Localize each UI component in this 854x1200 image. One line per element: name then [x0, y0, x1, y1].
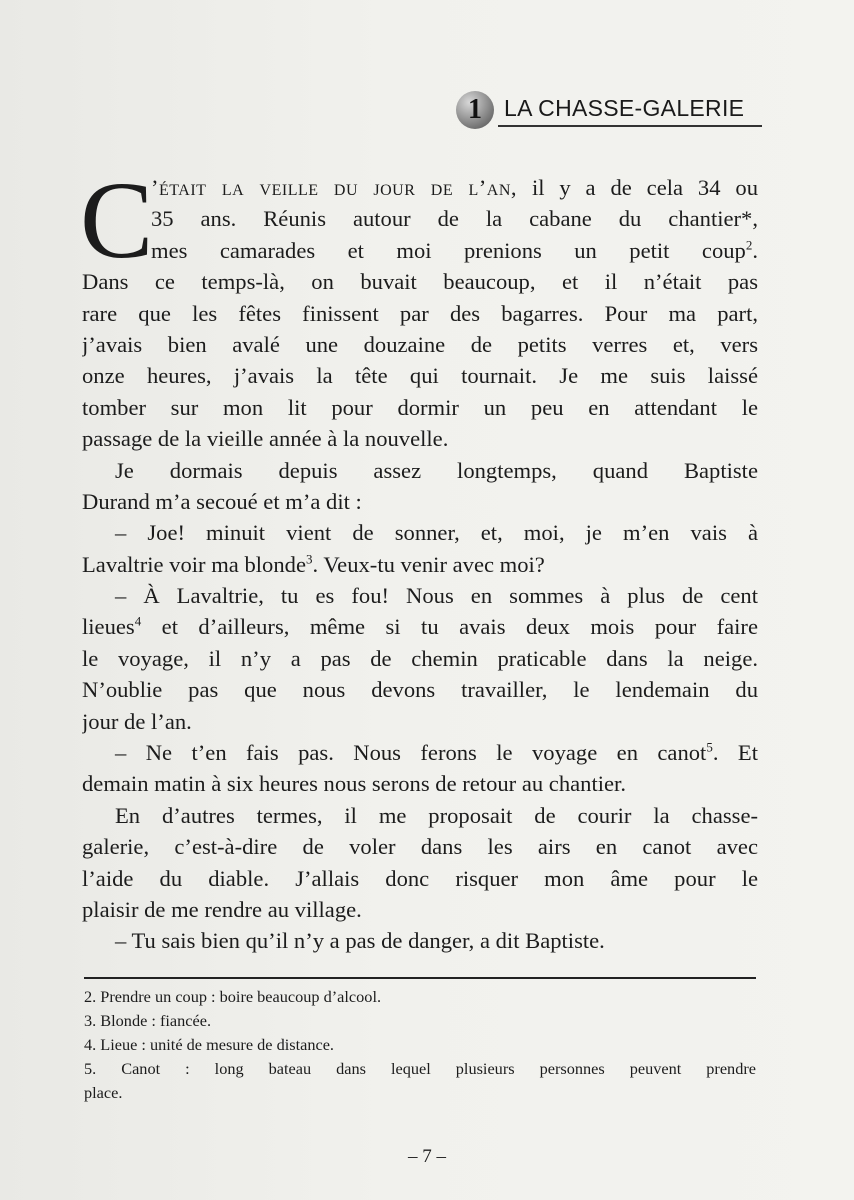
chapter-header [456, 88, 762, 132]
text-line [82, 549, 758, 580]
opening-small-caps: ’était la veille du jour de l’an, [151, 175, 518, 200]
footnote-continuation: place. [84, 1083, 123, 1102]
text-line: tomber sur mon lit pour dormir un peu en attendant le [82, 394, 758, 420]
chapter-number-badge: 1 [456, 91, 494, 129]
line-text: Lavaltrie voir ma blonde [82, 551, 306, 577]
text-line: – Joe! minuit vient de sonner, et, moi, je m’en vais à [115, 520, 758, 546]
line-text: lieues [82, 614, 135, 640]
line-text: mes camarades et moi prenions un petit coup [151, 237, 746, 263]
text-line [82, 737, 758, 768]
line-text: . Et [712, 740, 758, 766]
footnote: 4. Lieue : unité de mesure de distance. [84, 1035, 335, 1054]
text-line: rare que les fêtes finissent par des bagarres. Pour ma part, [82, 300, 758, 326]
text-line: passage de la vieille année à la nouvelle. [82, 426, 449, 452]
line-text: il y a de cela 34 ou [517, 175, 758, 200]
chapter-title-underline [498, 125, 762, 127]
text-line [82, 172, 758, 203]
text-line: l’aide du diable. J’allais donc risquer mon âme pour le [82, 865, 758, 891]
text-line: En d’autres termes, il me proposait de courir la chasse- [115, 802, 758, 828]
text-line: jour de l’an. [82, 708, 192, 734]
line-text: 35 ans. Réunis autour de la cabane du chantier*, [151, 206, 758, 232]
text-line: demain matin à six heures nous serons de retour au chantier. [82, 771, 626, 797]
drop-cap-letter: C [80, 159, 154, 281]
line-text: et d’ailleurs, même si tu avais deux mois pour faire [141, 614, 758, 640]
text-line: le voyage, il n’y a pas de chemin praticable dans la neige. [82, 645, 758, 671]
footnote: 3. Blonde : fiancée. [84, 1011, 212, 1030]
text-line: N’oublie pas que nous devons travailler, le lendemain du [82, 677, 758, 703]
footnotes [84, 985, 756, 1105]
body-text [80, 159, 758, 957]
text-line: Dans ce temps-là, on buvait beaucoup, et il n’était pas [82, 269, 758, 295]
line-text: . [752, 237, 758, 263]
text-line: Je dormais depuis assez longtemps, quand Baptiste [115, 457, 758, 483]
text-line: plaisir de me rendre au village. [82, 896, 362, 922]
line-text: . Veux-tu venir avec moi? [312, 551, 545, 577]
footnote-ref: 4 [134, 613, 142, 629]
text-line: – À Lavaltrie, tu es fou! Nous en sommes à plus de cent [115, 583, 758, 609]
footnote-separator [84, 977, 756, 979]
text-line [82, 203, 758, 234]
page-number: – 7 – [408, 1146, 446, 1167]
text-line [82, 611, 758, 642]
text-line: onze heures, j’avais la tête qui tournait. Je me suis laissé [82, 363, 758, 389]
text-line: j’avais bien avalé une douzaine de petits verres et, vers [82, 331, 758, 357]
footnote: 2. Prendre un coup : boire beaucoup d’alcool. [84, 987, 382, 1006]
footnote: 5. Canot : long bateau dans lequel plusieurs personnes peuvent prendre [84, 1059, 756, 1078]
chapter-title: LA CHASSE-GALERIE [504, 95, 745, 121]
text-line: Durand m’a secoué et m’a dit : [82, 488, 362, 514]
text-line [82, 235, 758, 266]
text-line: galerie, c’est-à-dire de voler dans les airs en canot avec [82, 834, 758, 860]
line-text: – Ne t’en fais pas. Nous ferons le voyage en canot [115, 740, 707, 766]
footnote-ref: 2 [745, 237, 753, 253]
footnote-ref: 5 [706, 739, 713, 755]
text-line: – Tu sais bien qu’il n’y a pas de danger, a dit Baptiste. [115, 928, 605, 954]
footnote-ref: 3 [305, 551, 313, 567]
